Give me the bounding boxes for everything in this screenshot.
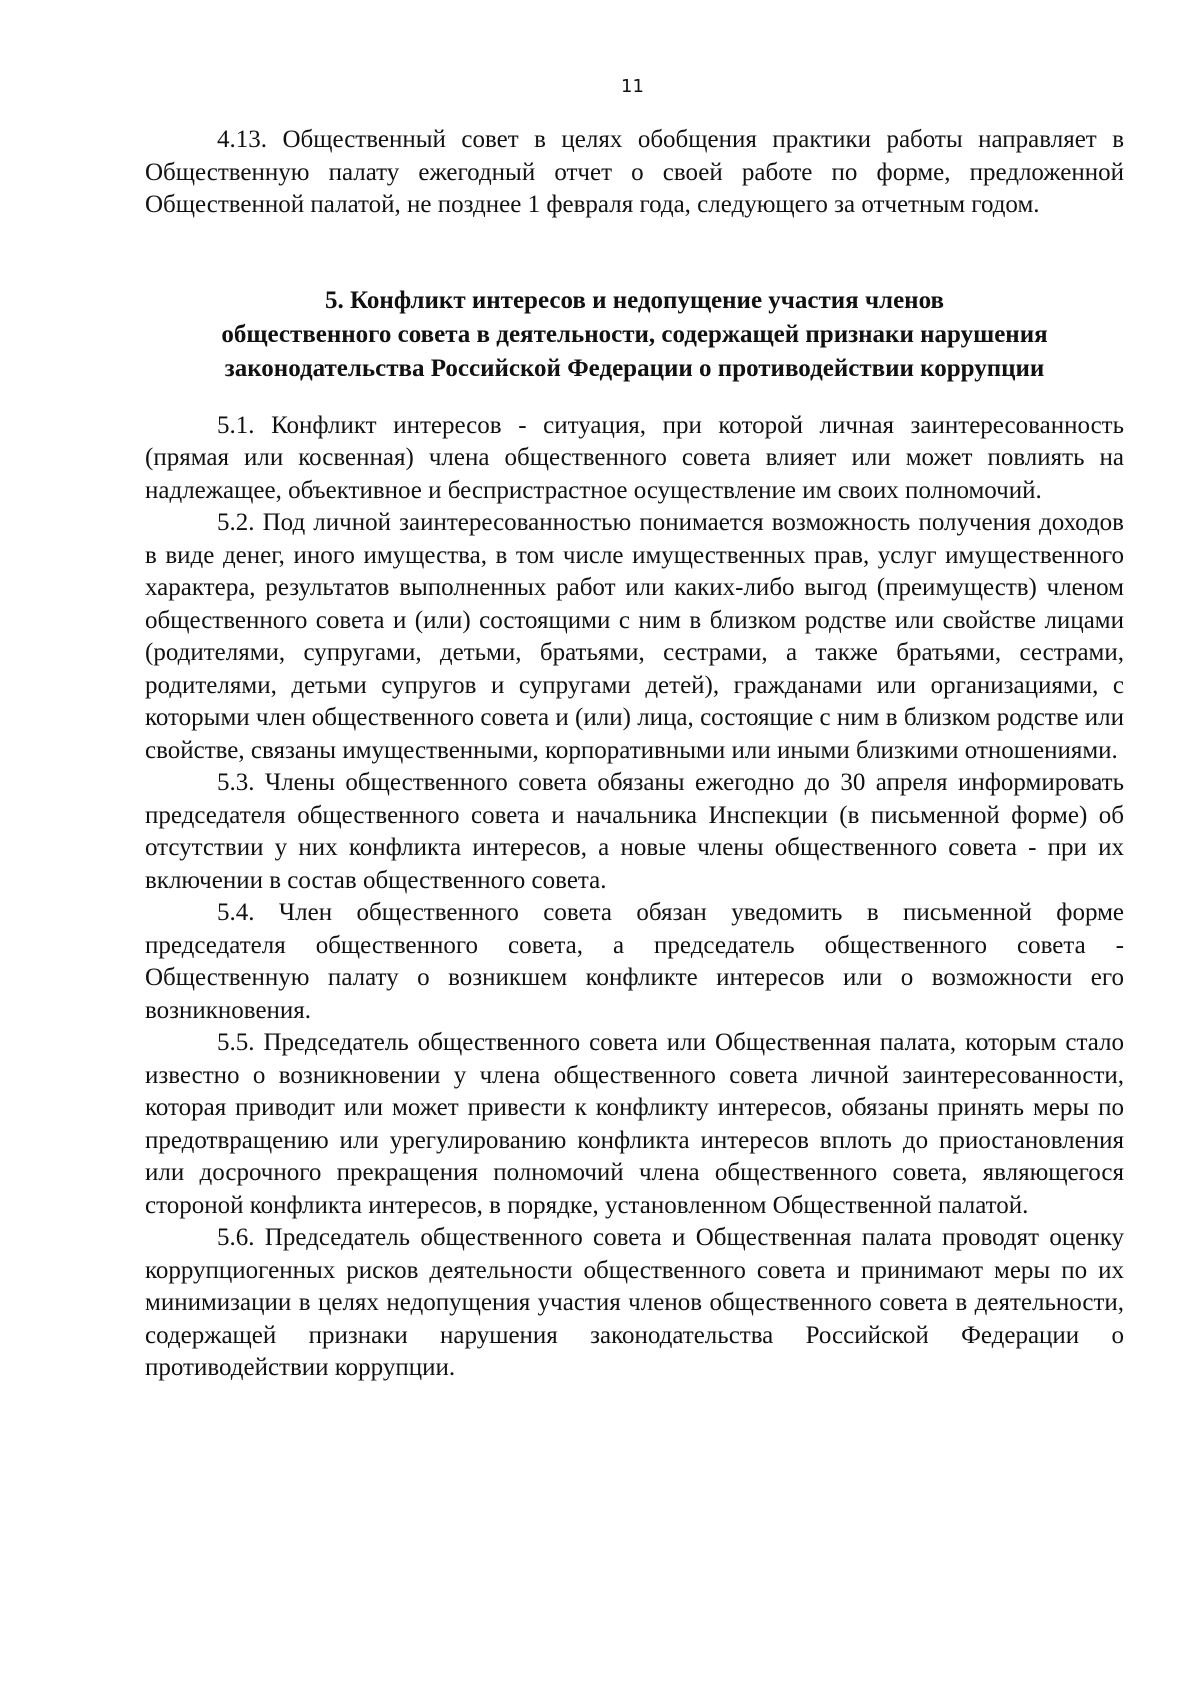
paragraph-5-2: 5.2. Под личной заинтересованностью понимается возможность получения доходов в виде денег, иного имущества, в том числе имущественных прав, услуг имущественного характера, результатов выполненных работ или каких-либо выгод (преимуществ) членом общественного совета и (или) состоящими с ним в близком родстве или свойстве лицами (родителями, супругами, детьми, братьями, сестрами, а также братьями, сестрами, родителями, детьми супругов и супругами детей), гражданами или организациями, с которыми член общественного совета и (или) лица, состоящие с ним в близком родстве или свойстве, связаны имущественными, корпоративными или иными близкими отношениями. — [145, 509, 1124, 764]
page-number: 11 — [621, 76, 644, 97]
section-title-line: законодательства Российской Федерации о противодействии коррупции — [224, 354, 1045, 382]
paragraph-5-1: 5.1. Конфликт интересов - ситуация, при которой личная заинтересованность (прямая или косвенная) члена общественного совета влияет или может повлиять на надлежащее, объективное и беспристрастное осуществление им своих полномочий. — [145, 411, 1124, 504]
paragraph-4-13: 4.13. Общественный совет в целях обобщения практики работы направляет в Общественную палату ежегодный отчет о своей работе по форме, предложенной Общественной палатой, не позднее 1 февраля года, следующего за отчетным годом. — [145, 126, 1124, 218]
paragraph-5-5: 5.5. Председатель общественного совета или Общественная палата, которым стало известно о возникновении у члена общественного совета личной заинтересованности, которая приводит или может привести к конфликту интересов, обязаны принять меры по предотвращению или урегулированию конфликта интересов вплоть до приостановления или досрочного прекращения полномочий члена общественного совета, являющегося стороной конфликта интересов, в порядке, установленном Общественной палатой. — [145, 1029, 1124, 1219]
paragraph-5-6: 5.6. Председатель общественного совета и Общественная палата проводят оценку коррупциогенных рисков деятельности общественного совета и принимают меры по их минимизации в целях недопущения участия членов общественного совета в деятельности, содержащей признаки нарушения законодательства Российской Федерации о противодействии коррупции. — [145, 1224, 1124, 1381]
section-5-title — [145, 284, 1124, 386]
section-title-line: 5. Конфликт интересов и недопущение участия членов — [325, 286, 944, 314]
section-title-line: общественного совета в деятельности, содержащей признаки нарушения — [221, 320, 1048, 348]
paragraph-5-4: 5.4. Член общественного совета обязан уведомить в письменной форме председателя общественного совета, а председатель общественного совета - Общественную палату о возникшем конфликте интересов или о возможности его возникновения. — [145, 899, 1124, 1024]
document-body — [145, 124, 1124, 1385]
paragraph-5-3: 5.3. Члены общественного совета обязаны ежегодно до 30 апреля информировать председателя общественного совета и начальника Инспекции (в письменной форме) об отсутствии у них конфликта интересов, а новые члены общественного совета - при их включении в состав общественного совета. — [145, 769, 1124, 894]
